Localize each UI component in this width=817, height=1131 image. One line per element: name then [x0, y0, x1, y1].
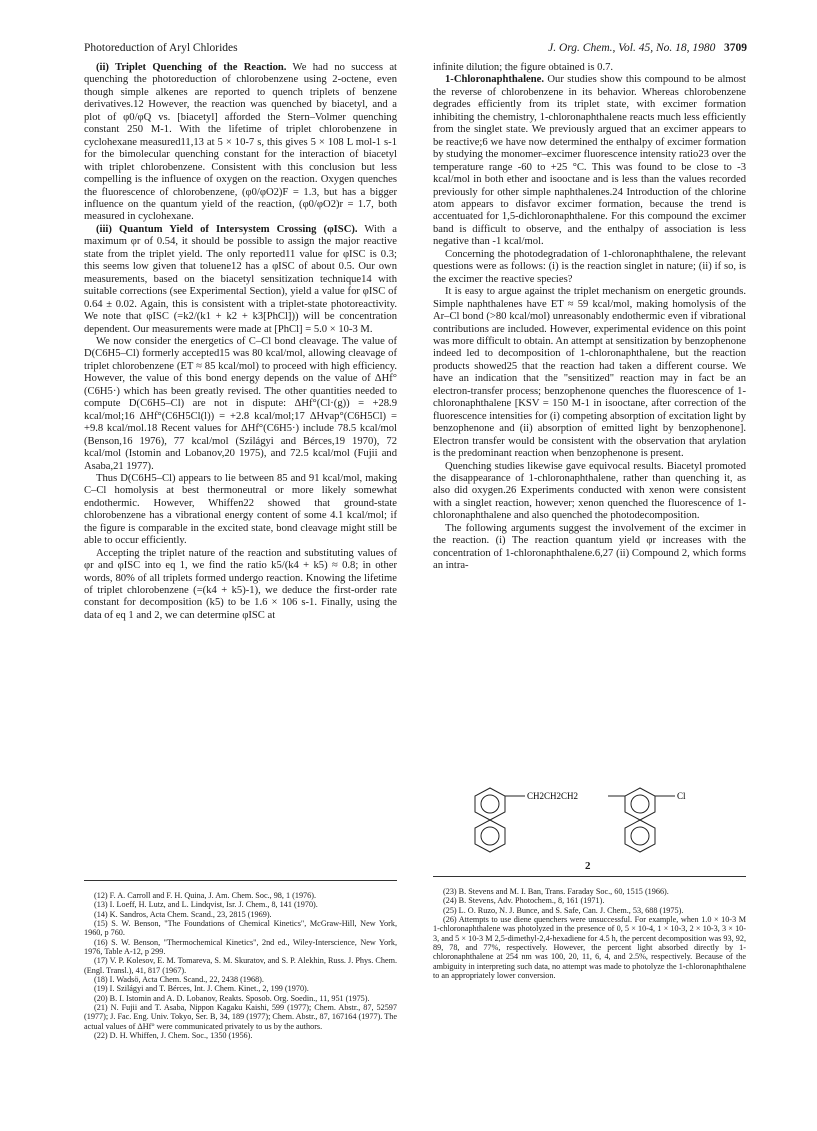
paragraph: [433, 461, 746, 523]
footnote: (15) S. W. Benson, "The Foundations of Chemical Kinetics", McGraw-Hill, New York, 1960, p 760.: [84, 919, 397, 938]
journal-citation: [548, 42, 747, 54]
paragraph-text: infinite dilution; the figure obtained is 0.7.: [433, 62, 614, 73]
footnote: (21) N. Fujii and T. Asaba, Nippon Kagaku Kaishi, 599 (1977); Chem. Abstr., 87, 52597 (1977); J. Fac. Eng. Univ. Tokyo, Ser. B, 34, 189 (1977); Chem. Abstr., 87, 167164 (1977). The actual values of ΔHf° were communicated privately to us by the authors.: [84, 1003, 397, 1031]
footnote-rule: [433, 876, 746, 877]
paragraph: [433, 286, 746, 460]
footnote: (26) Attempts to use diene quenchers were unsuccessful. For example, when 1.0 × 10-3 M 1-chloronaphthalene was photolyzed in the presence of 0, 5 × 10-4, 1 × 10-3, 2 × 10-3, 3 × 10-3, and 5 × 10-3 M 2,5-dimethyl-2,4-hexadiene for 4.5 h, the percent decomposition was 93, 92, 89, 78, and 77%, respectively. However, the percent light absorbed directly by 1-chloronaphthalene at 254 nm was 100, 20, 11, 6, 4, and 2.5%, respectively. Because of the ambiguity in interpreting such data, no attempt was made to photolyze the 1-chloronaphthalene to an appropriately lower conversion.: [433, 915, 746, 981]
paragraph: [84, 62, 397, 224]
paragraph: [433, 249, 746, 286]
footnote: (23) B. Stevens and M. I. Ban, Trans. Faraday Soc., 60, 1515 (1966).: [443, 887, 669, 896]
footnote: (24) B. Stevens, Adv. Photochem., 8, 161 (1971).: [443, 896, 605, 906]
naphthalene-ring-left-a: [475, 788, 505, 820]
paragraph: [433, 523, 746, 573]
paragraph-text: Our studies show this compound to be almost the reverse of chlorobenzene in its behavior. Whereas chlorobenzene degrades efficiently from its triplet state, with excimer formation inhibiting the chemistry, 1-chloronaphthalene reacts much less efficiently from the singlet state. We previously argued that an excimer appears to be reactive;6 we have now determined the enthalpy of excimer formation by studying the monomer–excimer fluorescence intensity ratio23 over the temperature range -60 to +25 °C. This was found to be close to -3 kcal/mol in both ether and isooctane and is less than the values recorded previously for other simple naphthalenes.24 Introduction of the chlorine atom appears to disfavor excimer formation, because the trend is accentuated for 1,5-dichloronaphthalene. For this compound the excimer band is difficult to observe, and the enthalpy of association is less negative than -1 kcal/mol.: [433, 74, 747, 248]
paragraph-text: Concerning the photodegradation of 1-chloronaphthalene, the relevant questions were as follows: (i) is the reaction singlet in nature; (ii) if so, is the excimer the reactive species?: [433, 248, 746, 285]
running-title: Photoreduction of Aryl Chlorides: [84, 42, 238, 54]
paragraph-text: With a maximum φr of 0.54, it should be possible to assign the major reactive state from the triplet yield. The only reported11 value for φISC is 0.3; this seems low given that toluene12 has a φISC of about 0.5. Our own measurements, based on the biacetyl sensitization technique14 with suitable corrections (see Experimental Section), yield a value for φISC of 0.64 ± 0.02. Again, this is consistent with a triplet-state photoreactivity. We note that φISC (=k2/(k1 + k2 + k3[PhCl])) will be concentration dependent. Our measurements were made at [PhCl] = 5.0 × 10-3 M.: [84, 223, 397, 335]
footnote: (13) I. Loeff, H. Lutz, and L. Lindqvist, Isr. J. Chem., 8, 141 (1970).: [94, 900, 318, 910]
compound-label: 2: [585, 860, 591, 872]
paragraph-text: It is easy to argue against the triplet mechanism on energetic grounds. Simple naphthalenes have ET ≈ 59 kcal/mol, making homolysis of the Ar–Cl bond (>80 kcal/mol) unreasonably endothermic even if vibrational contributions are included. However, experimental evidence on this point was more difficult to obtain. An attempt at sensitization by benzophenone indeed led to decomposition of 1-chloronaphthalene, but the reaction products showed25 that the reaction had taken a different course. We have an indication that the "sensitized" reaction may in fact be an electron-transfer process; benzophenone quenches the fluorescence of 1-chloronaphthalene [KSV = 150 M-1 in isooctane, after correction of the fluorescence intensities for (i) competing absorption of excitation light by benzophenone and (ii) absorption of emitted light by benzophenone]. Electron transfer would be consistent with the observation that arylation is the predominant reaction when benzophenone is present.: [433, 286, 746, 460]
chlorine-text: Cl: [677, 791, 686, 801]
linker-text: CH2CH2CH2: [527, 791, 579, 801]
footnote: (18) I. Wadsö, Acta Chem. Scand., 22, 2438 (1968).: [94, 975, 264, 985]
paragraph: [433, 74, 746, 248]
footnote: (16) S. W. Benson, "Thermochemical Kinetics", 2nd ed., Wiley-Interscience, New York, 1976, Table A-12, p 299.: [84, 937, 397, 957]
footnote: (22) D. H. Whiffen, J. Chem. Soc., 1350 (1956).: [94, 1031, 253, 1041]
page-number: 3709: [724, 42, 747, 54]
paragraph: [84, 548, 397, 623]
paragraph: [84, 336, 397, 473]
footnote: (20) B. I. Istomin and A. D. Lobanov, Reakts. Sposob. Org. Soedin., 11, 951 (1975).: [94, 993, 370, 1003]
journal-name: J. Org. Chem., Vol. 45, No. 18, 1980: [548, 42, 716, 54]
footnote: (19) I. Szilágyi and T. Bérces, Int. J. Chem. Kinet., 2, 199 (1970).: [94, 984, 309, 994]
paragraph-text: Quenching studies likewise gave equivocal results. Biacetyl promoted the disappearance of 1-chloronaphthalene, rather than quenching it, as also did oxygen.26 Experiments conducted with xenon were consistent with a singlet reaction, however; xenon quenched the fluorescence of 1-chloronaphthalene and also quenched the photodecomposition.: [433, 460, 746, 522]
naphthalene-ring-right-a: [625, 788, 655, 820]
paragraph: [433, 62, 746, 74]
section-heading: (iii) Quantum Yield of Intersystem Crossing (φISC).: [96, 223, 358, 235]
naphthalene-ring-left-b: [475, 820, 505, 852]
footnote: (25) L. O. Ruzo, N. J. Bunce, and S. Safe, Can. J. Chem., 53, 688 (1975).: [443, 905, 684, 915]
paragraph-text: We had no success at quenching the photoreduction of chlorobenzene using 2-octene, even though simple alkenes are reported to quench triplets of benzene derivatives.12 However, the reaction was quenched by biacetyl, and a plot of φ0/φQ vs. [biacetyl] afforded the Stern–Volmer quenching constant 250 M-1. With the lifetime of triplet chlorobenzene in cyclohexane measured11,13 at 5 × 10-7 s, this gives 5 × 108 L mol-1 s-1 for the bimolecular quenching constant for the interaction of biacetyl with triplet chlorobenzene. Consistent with this conclusion but less compelling is the influence of oxygen on the reaction. Oxygen quenches the fluorescence of chlorobenzene, (φ0/φO2)F = 1.3, but has a bigger influence on the quantum yield of the reaction, (φ0/φO2)r = 1.7, both measured in cyclohexane.: [84, 62, 397, 223]
right-text-column: [433, 62, 746, 573]
paragraph-text: Thus D(C6H5–Cl) appears to lie between 85 and 91 kcal/mol, making C–Cl homolysis at best thermoneutral or more likely somewhat endothermic. However, Whiffen22 showed that ground-state chlorobenzene has a vibrational energy content of some 4.1 kcal/mol; if the figure is comparable in the excited state, bond cleavage might still be able to occur efficiently.: [84, 472, 397, 547]
paragraph-text: The following arguments suggest the involvement of the excimer in the reaction. (i) The reaction quantum yield φr increases with the concentration of 1-chloronaphthalene.6,27 (ii) Compound 2, which forms an intra-: [433, 522, 746, 572]
compound-2-structure: [465, 780, 715, 860]
section-heading: 1-Chloronaphthalene.: [445, 74, 544, 86]
footnote: (17) V. P. Kolesov, E. M. Tomareva, S. M. Skuratov, and S. P. Alekhin, Russ. J. Phys. Chem. (Engl. Transl.), 41, 817 (1967).: [84, 956, 397, 975]
left-text-column: [84, 62, 397, 622]
naphthalene-ring-right-b: [625, 820, 655, 852]
footnotes-right: [433, 876, 746, 980]
footnote: (12) F. A. Carroll and F. H. Quina, J. Am. Chem. Soc., 98, 1 (1976).: [94, 891, 317, 900]
paragraph: [84, 224, 397, 336]
paragraph-text: Accepting the triplet nature of the reaction and substituting values of φr and φISC into eq 1, we find the ratio k5/(k4 + k5) ≈ 0.8; in other words, 80% of all triplets formed undergo reaction. Knowing the lifetime of triplet chlorobenzene (=(k4 + k5)-1), we deduce the first-order rate constant for decomposition (k5) to be 1.6 × 106 s-1. Finally, using the data of eq 1 and 2, we can determine φISC at: [84, 547, 397, 621]
section-heading: (ii) Triplet Quenching of the Reaction.: [96, 62, 287, 73]
footnote: (14) K. Sandros, Acta Chem. Scand., 23, 2815 (1969).: [94, 909, 272, 919]
footnotes-left: [84, 880, 397, 1041]
paragraph: [84, 473, 397, 548]
paragraph-text: We now consider the energetics of C–Cl bond cleavage. The value of D(C6H5–Cl) formerly accepted15 was 80 kcal/mol, allowing cleavage of triplet chlorobenzene (ET ≈ 85 kcal/mol) to proceed with high efficiency. However, the value of this bond energy depends on the value of ΔHf°(C6H5·) which has been greatly revised. The other quantities needed to compute D(C6H5–Cl) are not in dispute: ΔHf°(Cl·(g)) = +28.9 kcal/mol;16 ΔHf°(C6H5Cl(l)) = +2.8 kcal/mol;17 ΔHvap°(C6H5Cl) = +9.8 kcal/mol.18 Recent values for ΔHf°(C6H5·) include 78.5 kcal/mol (Benson,16 1976), 77 kcal/mol (Szilágyi and Bérces,19 1970), 72 kcal/mol (Istomin and Lobanov,20 1975), and 72.5 kcal/mol (Fujii and Asaba,21 1977).: [84, 335, 397, 472]
footnote-rule: [84, 880, 397, 881]
